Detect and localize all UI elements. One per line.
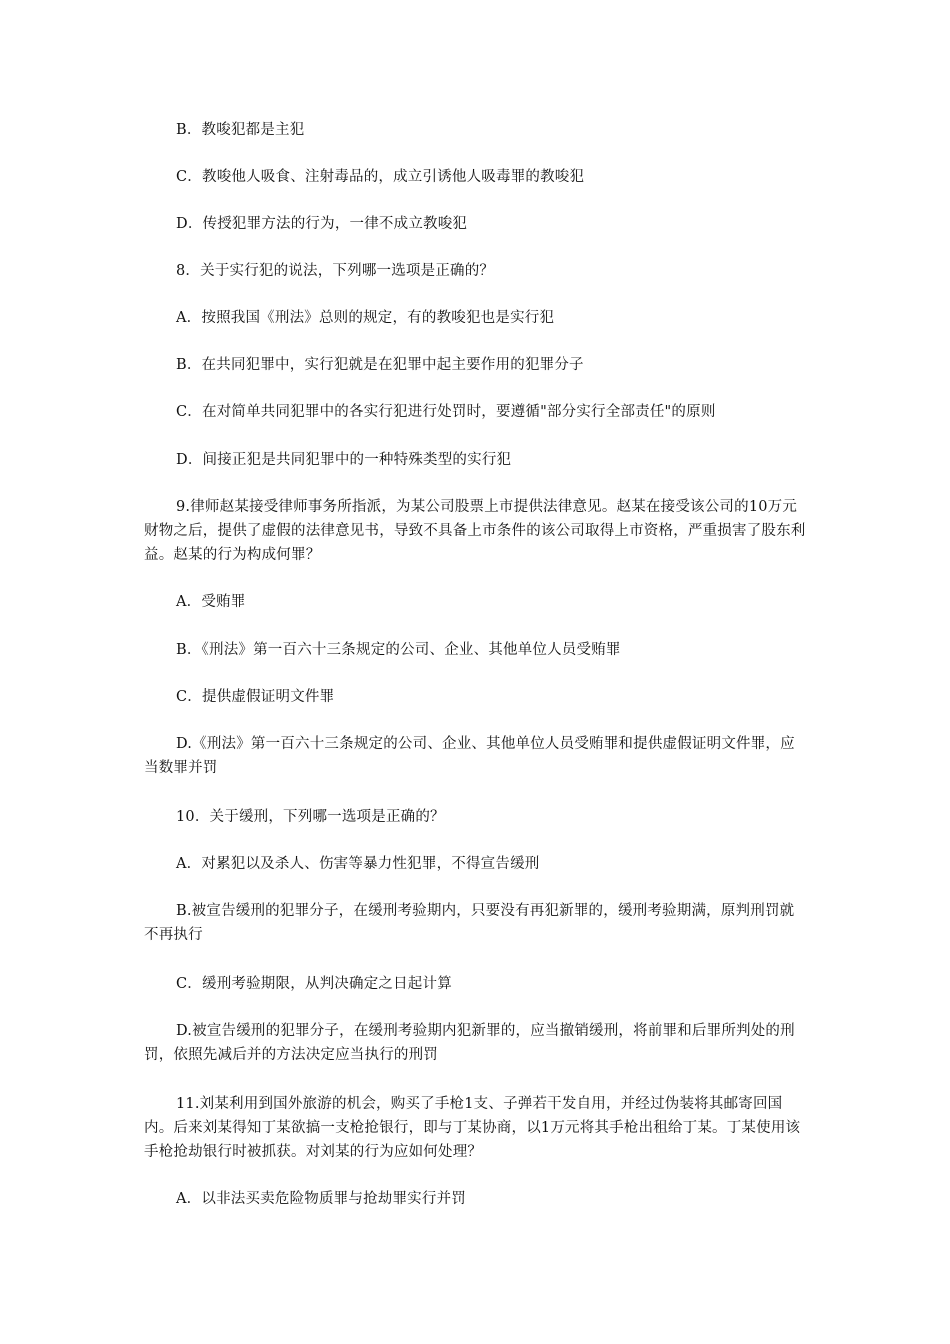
option-a-q11: A．以非法买卖危险物质罪与抢劫罪实行并罚 bbox=[176, 1191, 466, 1207]
option-a-q8: A．按照我国《刑法》总则的规定，有的教唆犯也是实行犯 bbox=[176, 310, 555, 326]
option-d-q7: D．传授犯罪方法的行为，一律不成立教唆犯 bbox=[176, 216, 468, 232]
question-9: 9.律师赵某接受律师事务所指派，为某公司股票上市提供法律意见。赵某在接受该公司的10万元财物之后，提供了虚假的法律意见书，导致不具备上市条件的该公司取得上市资格，严重损害了股东利益。赵某的行为构成何罪？ bbox=[144, 499, 806, 563]
question-11: 11.刘某利用到国外旅游的机会，购买了手枪1支、子弹若干发自用，并经过伪装将其邮寄回国内。后来刘某得知丁某欲搞一支枪抢银行，即与丁某协商，以1万元将其手枪出租给丁某。丁某使用该手枪抢劫银行时被抓获。对刘某的行为应如何处理？ bbox=[144, 1096, 801, 1160]
option-a-q9: A．受贿罪 bbox=[176, 594, 246, 610]
option-b-q8: B．在共同犯罪中，实行犯就是在犯罪中起主要作用的犯罪分子 bbox=[176, 357, 584, 373]
question-8: 8．关于实行犯的说法，下列哪一选项是正确的？ bbox=[176, 263, 495, 279]
option-d-q10: D.被宣告缓刑的犯罪分子，在缓刑考验期内犯新罪的，应当撤销缓刑，将前罪和后罪所判处的刑罚，依照先减后并的方法决定应当执行的刑罚 bbox=[144, 1023, 795, 1063]
option-d-q8: D．间接正犯是共同犯罪中的一种特殊类型的实行犯 bbox=[176, 452, 512, 468]
option-b-q9: B．《刑法》第一百六十三条规定的公司、企业、其他单位人员受贿罪 bbox=[176, 642, 621, 658]
option-c-q10: C．缓刑考验期限，从判决确定之日起计算 bbox=[176, 976, 452, 992]
option-a-q10: A．对累犯以及杀人、伤害等暴力性犯罪，不得宣告缓刑 bbox=[176, 856, 540, 872]
option-c-q7: C．教唆他人吸食、注射毒品的，成立引诱他人吸毒罪的教唆犯 bbox=[176, 169, 585, 185]
option-c-q9: C．提供虚假证明文件罪 bbox=[176, 689, 335, 705]
question-10: 10．关于缓刑，下列哪一选项是正确的？ bbox=[176, 809, 445, 825]
option-b-q7: B．教唆犯都是主犯 bbox=[176, 122, 305, 138]
option-b-q10: B.被宣告缓刑的犯罪分子，在缓刑考验期内，只要没有再犯新罪的，缓刑考验期满，原判刑罚就不再执行 bbox=[144, 903, 795, 943]
option-d-q9: D.《刑法》第一百六十三条规定的公司、企业、其他单位人员受贿罪和提供虚假证明文件罪，应当数罪并罚 bbox=[144, 736, 795, 776]
option-c-q8: C．在对简单共同犯罪中的各实行犯进行处罚时，要遵循"部分实行全部责任"的原则 bbox=[176, 404, 716, 420]
